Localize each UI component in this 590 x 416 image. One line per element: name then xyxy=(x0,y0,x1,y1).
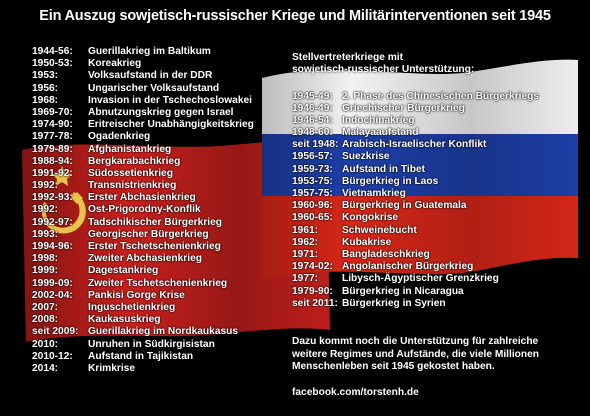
list-item xyxy=(292,249,539,261)
list-item xyxy=(32,265,254,277)
conflict-name: Aufstand in Tajikistan xyxy=(88,350,194,362)
conflict-years: seit 1948: xyxy=(292,139,339,151)
conflict-name: Schweinebucht xyxy=(342,224,417,236)
conflict-years: 1992: xyxy=(32,204,59,216)
list-item xyxy=(292,225,539,237)
conflict-years: 1956-57: xyxy=(292,151,333,163)
conflict-name: Malayaaufstand xyxy=(342,127,419,139)
conflict-name: Zweiter Abchasienkrieg xyxy=(88,253,202,265)
conflict-name: Kongokrise xyxy=(342,212,399,224)
conflict-name: Zweiter Tschetschenienkrieg xyxy=(88,277,228,289)
conflict-years: 2008: xyxy=(32,314,59,326)
conflict-years: 1971: xyxy=(292,248,319,260)
conflict-name: Erster Abchasienkrieg xyxy=(88,192,196,204)
list-item xyxy=(32,217,254,229)
footnote-line: weitere Regimes und Aufstände, die viele Millionen xyxy=(292,348,540,360)
conflict-years: 1979-90: xyxy=(292,285,333,297)
list-item xyxy=(292,127,539,139)
conflict-years: 1953-75: xyxy=(292,175,333,187)
conflict-years: 1946-49: xyxy=(292,102,333,114)
conflict-years: 1957-75: xyxy=(292,188,333,199)
list-item xyxy=(292,91,539,103)
list-item xyxy=(292,115,539,127)
conflict-name: Vietnamkrieg xyxy=(342,188,406,199)
conflict-name: Transnistrienkrieg xyxy=(88,180,177,192)
proxy-wars-heading xyxy=(292,52,474,76)
conflict-name: Bürgerkrieg in Guatemala xyxy=(342,200,467,212)
conflict-years: 1948-60: xyxy=(292,127,333,139)
source-link[interactable]: facebook.com/torstenh.de xyxy=(292,387,419,398)
conflict-name: Bürgerkrieg in Syrien xyxy=(342,297,446,309)
page-title: Ein Auszug sowjetisch-russischer Kriege und Militärinterventionen seit 1945 xyxy=(39,8,551,24)
conflict-name: Bürgerkrieg in Laos xyxy=(342,175,439,187)
conflict-years: 1991-92: xyxy=(32,167,73,179)
conflict-name: Bergkarabachkrieg xyxy=(88,155,181,167)
conflict-name: Angolanischer Bürgerkrieg xyxy=(342,261,474,273)
list-item xyxy=(32,253,254,265)
list-item xyxy=(32,119,254,131)
conflict-years: 1998: xyxy=(32,253,59,265)
list-item xyxy=(292,298,539,310)
list-item xyxy=(32,229,254,241)
list-item xyxy=(32,70,254,82)
conflict-years: 1946-54: xyxy=(292,114,333,126)
footnote xyxy=(292,336,582,374)
list-item xyxy=(292,200,539,212)
proxy-wars-list xyxy=(292,91,539,310)
conflict-name: Unruhen in Südkirgisistan xyxy=(88,338,215,350)
conflict-years: 2014: xyxy=(32,362,59,374)
conflict-years: 1999: xyxy=(32,265,59,277)
conflict-years: 1992-97: xyxy=(32,216,73,228)
conflict-years: 1956: xyxy=(32,82,59,94)
conflict-years: 1953: xyxy=(32,70,59,82)
list-item xyxy=(32,204,254,216)
conflict-name: Arabisch-Israelischer Konflikt xyxy=(342,139,487,151)
conflict-years: 1977: xyxy=(292,273,319,285)
conflict-years: 1992-93: xyxy=(32,192,73,204)
footnote-line: Menschenleben seit 1945 gekostet haben. xyxy=(292,361,495,373)
list-item xyxy=(292,286,539,298)
conflict-years: seit 2011: xyxy=(292,297,338,309)
conflict-years: 1969-70: xyxy=(32,106,73,118)
conflict-name: Griechischer Bürgerkrieg xyxy=(342,102,465,114)
conflict-name: Ost-Prigorodny-Konflik xyxy=(88,204,201,216)
list-item xyxy=(32,241,254,253)
list-item xyxy=(292,164,539,176)
list-item xyxy=(32,363,254,375)
conflict-years: 1977-78: xyxy=(32,131,73,143)
conflict-name: Guerillakrieg im Nordkaukasus xyxy=(88,326,239,338)
conflict-years: 1944-56: xyxy=(32,46,73,57)
proxy-wars-heading-line: Stellvertreterkriege mit xyxy=(292,52,403,63)
conflict-name: Bangladeschkrieg xyxy=(342,248,430,260)
conflict-name: Suezkrise xyxy=(342,151,390,163)
conflict-years: 2010: xyxy=(32,338,59,350)
conflict-years: 1988-94: xyxy=(32,155,73,167)
conflict-name: Afghanistankrieg xyxy=(88,143,172,155)
list-item xyxy=(32,290,254,302)
proxy-wars-heading-line: sowjetisch-russischer Unterstützung: xyxy=(292,64,475,76)
list-item xyxy=(32,351,254,363)
soviet-conflicts-list xyxy=(32,46,254,375)
list-item xyxy=(32,107,254,119)
list-item xyxy=(292,237,539,249)
conflict-years: 2007: xyxy=(32,301,59,313)
conflict-years: seit 2009: xyxy=(32,326,79,338)
conflict-years: 1968: xyxy=(32,94,59,106)
conflict-years: 1979-89: xyxy=(32,143,73,155)
conflict-name: Ogadenkrieg xyxy=(88,131,151,143)
list-item xyxy=(32,83,254,95)
list-item xyxy=(32,326,254,338)
conflict-name: Volksaufstand in der DDR xyxy=(88,70,213,82)
conflict-name: Abnutzungskrieg gegen Israel xyxy=(88,106,234,118)
conflict-name: Kaukasuskrieg xyxy=(88,314,161,326)
conflict-name: Inguschetienkrieg xyxy=(88,301,176,313)
list-item xyxy=(32,58,254,70)
conflict-name: Koreakrieg xyxy=(88,58,142,70)
conflict-name: Kubakrise xyxy=(342,236,392,248)
list-item xyxy=(32,314,254,326)
list-item xyxy=(32,339,254,351)
list-item xyxy=(32,302,254,314)
conflict-name: Ungarischer Volksaufstand xyxy=(88,82,220,94)
conflict-name: Eritreischer Unabhängigkeitskrieg xyxy=(88,119,254,131)
list-item xyxy=(292,103,539,115)
list-item xyxy=(32,95,254,107)
conflict-years: 1999-09: xyxy=(32,277,73,289)
conflict-name: Guerillakrieg im Baltikum xyxy=(88,46,211,57)
conflict-name: Libysch-Ägyptischer Grenzkrieg xyxy=(342,273,499,285)
conflict-name: Georgischer Bürgerkrieg xyxy=(88,228,209,240)
list-item xyxy=(292,212,539,224)
conflict-name: Erster Tschetschenienkrieg xyxy=(88,241,221,252)
list-item xyxy=(32,180,254,192)
conflict-name: Indochinakrieg xyxy=(342,114,415,126)
conflict-years: 1974-90: xyxy=(32,119,73,131)
conflict-name: Pankisi Gorge Krise xyxy=(88,289,185,301)
conflict-years: 1945-49: xyxy=(292,90,333,102)
conflict-name: Dagestankrieg xyxy=(88,265,159,277)
list-item xyxy=(292,273,539,285)
conflict-name: 2. Phase des Chinesischen Bürgerkriegs xyxy=(342,90,540,102)
conflict-years: 1992: xyxy=(32,180,59,192)
list-item xyxy=(32,192,254,204)
list-item xyxy=(32,46,254,58)
conflict-years: 1962: xyxy=(292,236,319,248)
conflict-years: 1961: xyxy=(292,224,319,236)
list-item xyxy=(292,188,539,200)
list-item xyxy=(32,144,254,156)
conflict-name: Bürgerkrieg in Nicaragua xyxy=(342,285,464,297)
conflict-years: 1994-96: xyxy=(32,241,73,252)
conflict-name: Aufstand in Tibet xyxy=(342,163,426,175)
list-item xyxy=(32,168,254,180)
conflict-years: 2002-04: xyxy=(32,289,73,301)
conflict-name: Tadschikischer Bürgerkrieg xyxy=(88,216,222,228)
list-item xyxy=(292,139,539,151)
list-item xyxy=(32,131,254,143)
conflict-years: 2010-12: xyxy=(32,350,73,362)
conflict-name: Südossetienkrieg xyxy=(88,167,173,179)
list-item xyxy=(32,156,254,168)
list-item xyxy=(32,278,254,290)
footnote-line: Dazu kommt noch die Unterstützung für zahlreiche xyxy=(292,336,539,347)
conflict-years: 1959-73: xyxy=(292,163,333,175)
conflict-name: Krimkrise xyxy=(88,362,136,374)
conflict-years: 1974-02: xyxy=(292,261,333,273)
list-item xyxy=(292,151,539,163)
conflict-name: Invasion in der Tschechoslowakei xyxy=(88,94,252,106)
list-item xyxy=(292,176,539,188)
conflict-years: 1993: xyxy=(32,228,59,240)
list-item xyxy=(292,261,539,273)
conflict-years: 1960-65: xyxy=(292,212,333,224)
conflict-years: 1960-96: xyxy=(292,200,333,212)
conflict-years: 1950-53: xyxy=(32,58,73,70)
